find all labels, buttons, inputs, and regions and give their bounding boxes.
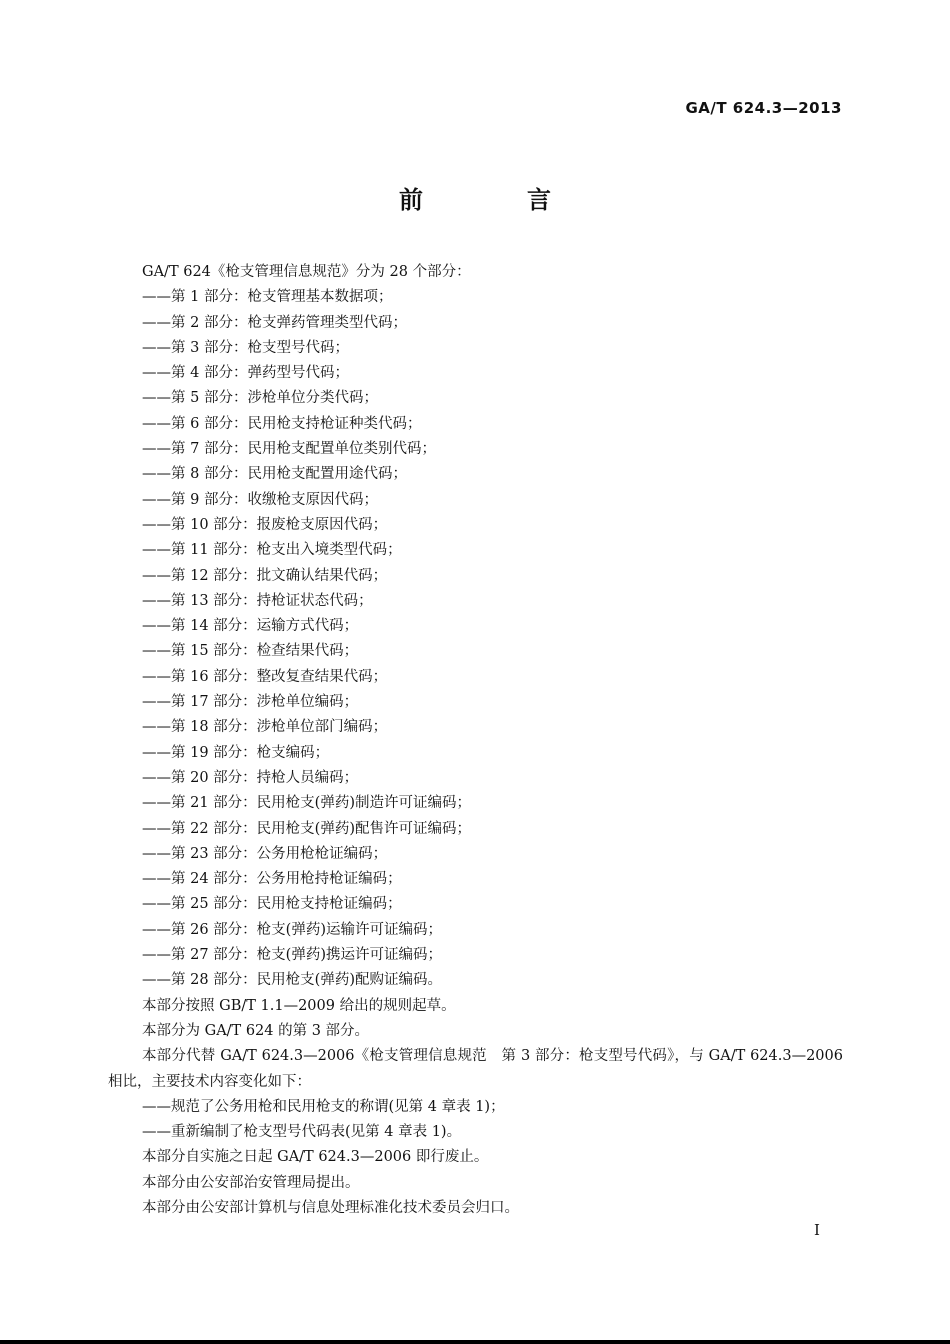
part-list-item: ——第 22 部分：民用枪支(弹药)配售许可证编码；	[142, 820, 471, 837]
part-list-item: ——第 8 部分：民用枪支配置用途代码；	[142, 466, 407, 483]
replaces-paragraph: 本部分代替 GA/T 624.3—2006《枪支管理信息规范 第 3 部分：枪支型号代码》，与 GA/T 624.3—2006 相比，主要技术内容变化如下：	[108, 1048, 843, 1090]
centralized-by-paragraph: 本部分由公安部计算机与信息处理标准化技术委员会归口。	[142, 1199, 519, 1216]
part-list-item: ——第 20 部分：持枪人员编码；	[142, 769, 359, 786]
part-list-item: ——第 15 部分：检查结果代码；	[142, 643, 359, 660]
page-title: 前 言	[399, 186, 591, 214]
part-list-item: ——第 5 部分：涉枪单位分类代码；	[142, 390, 378, 407]
part-list-item: ——第 3 部分：枪支型号代码；	[142, 339, 349, 356]
part-list-item: ——第 17 部分：涉枪单位编码；	[142, 694, 359, 711]
part-list-item: ——第 1 部分：枪支管理基本数据项；	[142, 289, 393, 306]
part-list-item: ——第 2 部分：枪支弹药管理类型代码；	[142, 314, 407, 331]
change-item: ——规范了公务用枪和民用枪支的称谓(见第 4 章表 1)；	[142, 1098, 505, 1115]
bottom-rule	[0, 1340, 950, 1344]
part-list-item: ——第 10 部分：报废枪支原因代码；	[142, 516, 388, 533]
page-number: I	[814, 1221, 820, 1239]
part-list-item: ——第 25 部分：民用枪支持枪证编码；	[142, 896, 402, 913]
part-list-item: ——第 9 部分：收缴枪支原因代码；	[142, 491, 378, 508]
part-list-item: ——第 24 部分：公务用枪持枪证编码；	[142, 871, 402, 888]
foreword-body	[108, 260, 843, 1221]
part-list-item: ——第 21 部分：民用枪支(弹药)制造许可证编码；	[142, 795, 471, 812]
part-list-item: ——第 26 部分：枪支(弹药)运输许可证编码；	[142, 921, 442, 938]
part-list-item: ——第 11 部分：枪支出入境类型代码；	[142, 542, 402, 559]
part-list-item: ——第 12 部分：批文确认结果代码；	[142, 567, 388, 584]
part-list-item: ——第 16 部分：整改复查结果代码；	[142, 668, 388, 685]
part-list-item: ——第 7 部分：民用枪支配置单位类别代码；	[142, 441, 436, 458]
intro-paragraph: GA/T 624《枪支管理信息规范》分为 28 个部分：	[142, 264, 471, 280]
drafting-rules-paragraph: 本部分按照 GB/T 1.1—2009 给出的规则起草。	[142, 997, 456, 1014]
part-list-item: ——第 6 部分：民用枪支持枪证种类代码；	[142, 415, 422, 432]
change-item: ——重新编制了枪支型号代码表(见第 4 章表 1)。	[142, 1124, 462, 1141]
standard-code: GA/T 624.3—2013	[685, 99, 842, 117]
part-list-item: ——第 14 部分：运输方式代码；	[142, 618, 359, 635]
part-list-item: ——第 27 部分：枪支(弹药)携运许可证编码；	[142, 947, 442, 964]
part-list-item: ——第 18 部分：涉枪单位部门编码；	[142, 719, 388, 736]
part-list-item: ——第 23 部分：公务用枪枪证编码；	[142, 845, 388, 862]
part-list-item: ——第 28 部分：民用枪支(弹药)配购证编码。	[142, 972, 442, 989]
part-list-item: ——第 4 部分：弹药型号代码；	[142, 365, 349, 382]
abolish-paragraph: 本部分自实施之日起 GA/T 624.3—2006 即行废止。	[142, 1149, 489, 1166]
proposed-by-paragraph: 本部分由公安部治安管理局提出。	[142, 1174, 360, 1191]
part-statement-paragraph: 本部分为 GA/T 624 的第 3 部分。	[142, 1022, 370, 1039]
parts-list	[108, 285, 843, 993]
part-list-item: ——第 19 部分：枪支编码；	[142, 744, 330, 761]
part-list-item: ——第 13 部分：持枪证状态代码；	[142, 592, 373, 609]
